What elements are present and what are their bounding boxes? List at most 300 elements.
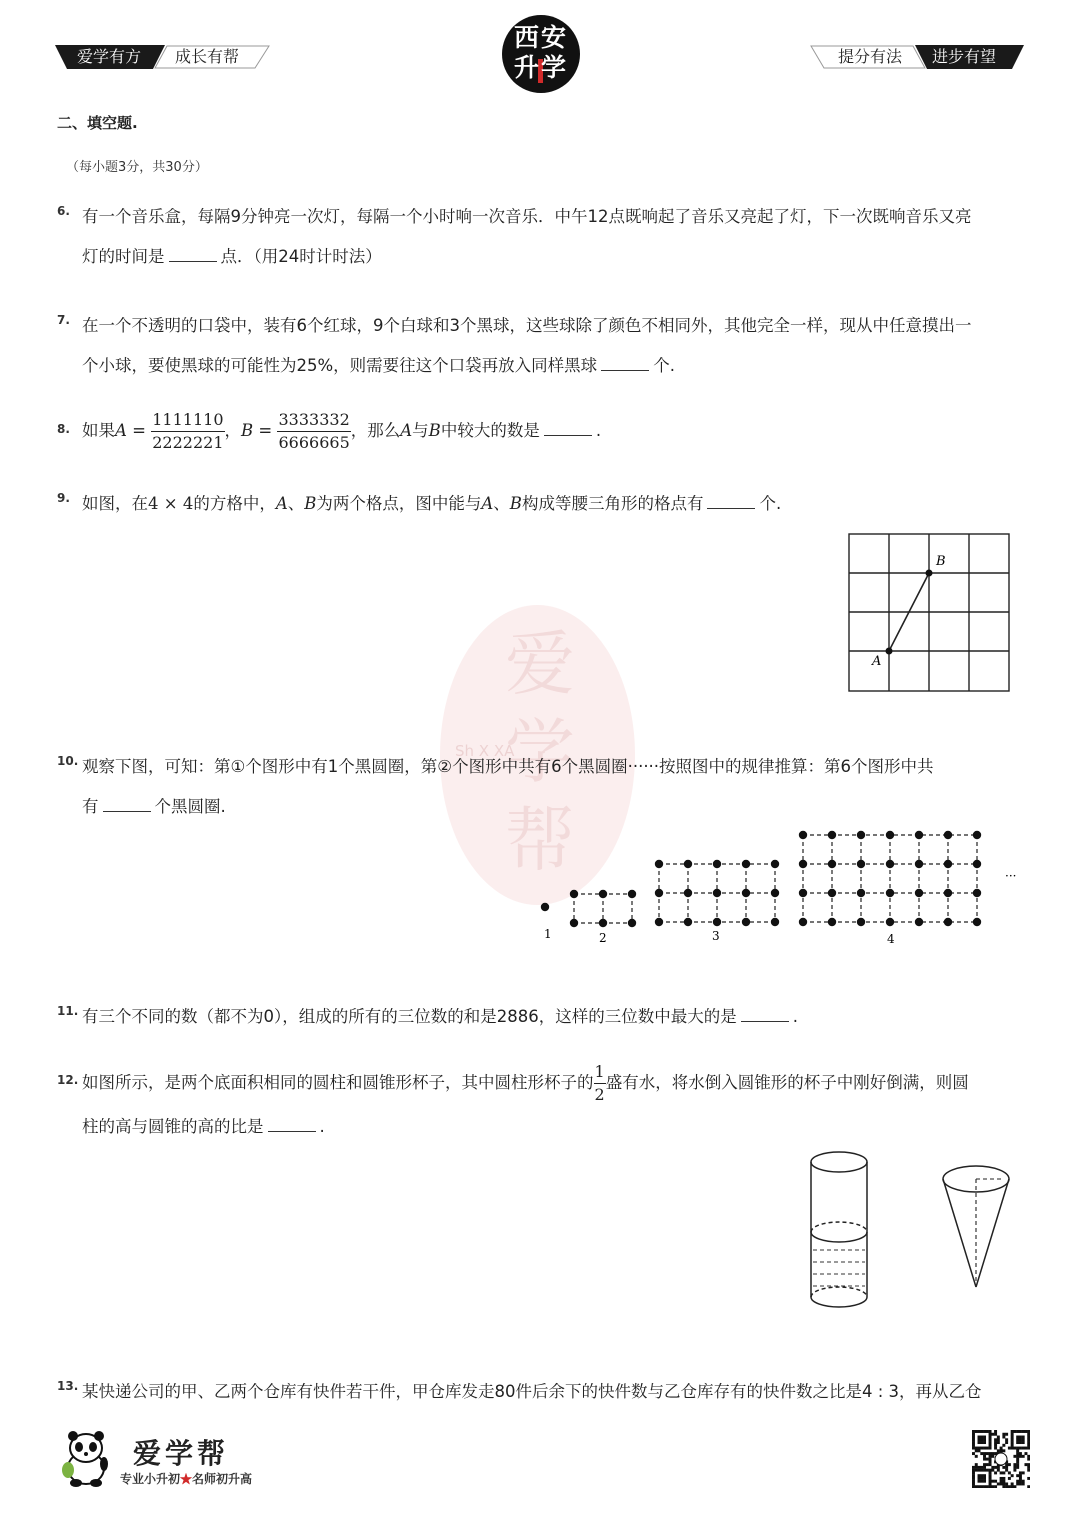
qr-module: [972, 1438, 975, 1441]
qr-module: [1000, 1482, 1003, 1485]
point-b: B: [509, 494, 522, 513]
qr-module: [978, 1477, 981, 1480]
qr-module: [980, 1438, 983, 1441]
qr-module: [980, 1430, 983, 1433]
qr-module: [975, 1469, 978, 1472]
black-circle-dot: [628, 890, 636, 898]
qr-module: [991, 1433, 994, 1436]
black-circle-dot: [570, 919, 578, 927]
black-circle-dot: [628, 919, 636, 927]
qr-module: [1005, 1469, 1008, 1472]
qr-module: [994, 1438, 997, 1441]
qr-module: [1002, 1471, 1005, 1474]
figure-ellipsis: ···: [1005, 869, 1017, 883]
black-circle-dot: [886, 918, 894, 926]
qr-module: [1011, 1436, 1014, 1439]
qr-module: [1022, 1482, 1025, 1485]
star-icon: ★: [180, 1472, 193, 1486]
qr-module: [972, 1477, 975, 1480]
var-a: A: [115, 421, 127, 440]
q6-line2-pre: 灯的时间是: [82, 247, 165, 266]
qr-module: [980, 1477, 983, 1480]
label-b: B: [936, 554, 946, 569]
qr-module: [1011, 1444, 1014, 1447]
qr-module: [986, 1447, 989, 1450]
qr-module: [1000, 1480, 1003, 1483]
black-circle-dot: [799, 889, 807, 897]
qr-module: [1019, 1482, 1022, 1485]
black-circle-dot: [713, 918, 721, 926]
answer-blank[interactable]: [103, 797, 151, 812]
black-circle-dot: [771, 889, 779, 897]
qr-module: [972, 1430, 975, 1433]
question-12-line1: [82, 1060, 969, 1106]
grid-size: 4 × 4: [148, 494, 194, 513]
qr-code-icon[interactable]: [972, 1430, 1030, 1488]
qr-module: [986, 1430, 989, 1433]
q9-mid2: 、: [287, 494, 305, 513]
figure-label-3: 3: [712, 929, 720, 943]
question-6-line1: 有一个音乐盒，每隔9分钟亮一次灯，每隔一个小时响一次音乐．中午12点既响起了音乐又亮起了灯，下一次既响音乐又亮: [82, 207, 972, 226]
qr-module: [972, 1436, 975, 1439]
question-number: 11.: [57, 1004, 79, 1018]
qr-module: [991, 1469, 994, 1472]
qr-module: [1002, 1444, 1005, 1447]
qr-module: [997, 1436, 1000, 1439]
figure-label-1: 1: [544, 927, 552, 941]
var-b: B: [241, 421, 254, 440]
qr-module: [983, 1474, 986, 1477]
qr-module: [978, 1466, 981, 1469]
black-circle-dot: [973, 889, 981, 897]
qr-module: [1011, 1447, 1014, 1450]
qr-module: [983, 1430, 986, 1433]
black-circle-dot: [570, 890, 578, 898]
black-circle-dot: [915, 831, 923, 839]
qr-module: [980, 1469, 983, 1472]
header-left-banner: [55, 45, 270, 69]
qr-module: [978, 1469, 981, 1472]
qr-module: [1011, 1430, 1014, 1433]
qr-module: [1011, 1433, 1014, 1436]
qr-module: [1027, 1438, 1030, 1441]
qr-module: [1000, 1477, 1003, 1480]
answer-blank[interactable]: [601, 356, 649, 371]
black-circle-dot: [771, 918, 779, 926]
black-circle-dot: [915, 918, 923, 926]
qr-module: [983, 1438, 986, 1441]
qr-module: [989, 1447, 992, 1450]
question-number: 12.: [57, 1073, 79, 1087]
qr-module: [986, 1458, 989, 1461]
black-circle-dot: [857, 918, 865, 926]
qr-module: [1019, 1452, 1022, 1455]
qr-module: [978, 1430, 981, 1433]
question-7-line2: [82, 352, 675, 376]
black-circle-dot: [713, 889, 721, 897]
qr-module: [989, 1458, 992, 1461]
q7-line2-post: 个.: [653, 356, 675, 375]
figure-label-4: 4: [887, 932, 895, 946]
question-11-line: [82, 1003, 798, 1027]
footer-slogan: [120, 1470, 252, 1487]
qr-module: [991, 1466, 994, 1469]
header-tag-left-black: 爱学有方: [77, 47, 142, 66]
qr-module: [1000, 1471, 1003, 1474]
qr-module: [1022, 1447, 1025, 1450]
question-10-line1: 观察下图，可知：第①个图形中有1个黑圆圈，第②个图形中共有6个黑圆圈······按照图中的规律推算：第6个图形中共: [82, 757, 934, 776]
qr-module: [983, 1469, 986, 1472]
q9-mid3: 为两个格点，图中能与: [316, 494, 482, 513]
qr-module: [994, 1447, 997, 1450]
qr-module: [1013, 1447, 1016, 1450]
point-a-dot: [886, 648, 893, 655]
qr-module: [1027, 1436, 1030, 1439]
black-circle-dot: [828, 831, 836, 839]
qr-module: [989, 1430, 992, 1433]
logo-line1: 西安: [513, 23, 568, 52]
qr-module: [972, 1444, 975, 1447]
q6-line2-post: 点．（用24时计时法）: [220, 247, 382, 266]
qr-module: [1016, 1460, 1019, 1463]
qr-module: [1027, 1485, 1030, 1488]
qr-module: [980, 1441, 983, 1444]
qr-module: [1002, 1480, 1005, 1483]
equals-sign: =: [253, 421, 278, 440]
qr-module: [989, 1438, 992, 1441]
qr-module: [983, 1480, 986, 1483]
black-circle-dot: [828, 889, 836, 897]
qr-module: [1019, 1477, 1022, 1480]
qr-module: [986, 1463, 989, 1466]
qr-module: [986, 1452, 989, 1455]
qr-module: [1011, 1441, 1014, 1444]
point-a: A: [481, 494, 494, 513]
qr-module: [978, 1449, 981, 1452]
black-circle-dot: [886, 889, 894, 897]
q8-mid3: 中较大的数是: [440, 421, 540, 440]
qr-module: [980, 1452, 983, 1455]
qr-module: [1022, 1430, 1025, 1433]
black-circle-dot: [742, 918, 750, 926]
black-circle-dot: [599, 890, 607, 898]
qr-module: [994, 1471, 997, 1474]
qr-module: [978, 1485, 981, 1488]
cylinder-figure: [805, 1145, 875, 1315]
fraction-a-numerator: 1111110: [151, 409, 224, 432]
q12-line1-pre: 如图所示，是两个底面积相同的圆柱和圆锥形杯子，其中圆柱形杯子的: [82, 1073, 594, 1092]
qr-module: [983, 1441, 986, 1444]
qr-module: [1011, 1474, 1014, 1477]
qr-module: [1013, 1466, 1016, 1469]
question-9-line: [82, 490, 781, 514]
black-circle-dot: [713, 860, 721, 868]
q9-mid4: 、: [493, 494, 510, 513]
black-circle-dot: [973, 860, 981, 868]
answer-blank[interactable]: [741, 1007, 789, 1022]
qr-module: [989, 1463, 992, 1466]
qr-module: [989, 1477, 992, 1480]
qr-module: [994, 1433, 997, 1436]
qr-module: [980, 1436, 983, 1439]
point-a: A: [275, 494, 288, 513]
q12-line2-pre: 柱的高与圆锥的高的比是: [82, 1117, 264, 1136]
fraction-b-numerator: 3333332: [277, 409, 350, 432]
qr-module: [972, 1469, 975, 1472]
q12-line2-post: .: [319, 1117, 325, 1136]
qr-module: [1016, 1452, 1019, 1455]
black-circle-dot: [973, 918, 981, 926]
qr-module: [1011, 1438, 1014, 1441]
qr-module: [989, 1482, 992, 1485]
qr-module: [1019, 1430, 1022, 1433]
qr-module: [1016, 1480, 1019, 1483]
qr-module: [1013, 1469, 1016, 1472]
qr-module: [1016, 1474, 1019, 1477]
qr-module: [983, 1485, 986, 1488]
qr-module: [983, 1447, 986, 1450]
qr-module: [989, 1441, 992, 1444]
qr-module: [972, 1480, 975, 1483]
qr-module: [1022, 1480, 1025, 1483]
question-8-line: [82, 408, 601, 454]
black-circle-dot: [973, 831, 981, 839]
qr-module: [975, 1449, 978, 1452]
qr-module: [1027, 1455, 1030, 1458]
qr-module: [994, 1466, 997, 1469]
qr-module: [1008, 1471, 1011, 1474]
qr-module: [1019, 1441, 1022, 1444]
qr-module: [989, 1436, 992, 1439]
q11-post: .: [792, 1007, 798, 1026]
qr-module: [1013, 1463, 1016, 1466]
qr-module: [978, 1447, 981, 1450]
qr-module: [1019, 1447, 1022, 1450]
black-circle-dot: [742, 860, 750, 868]
qr-module: [1016, 1430, 1019, 1433]
q12-line1-post: 盛有水，将水倒入圆锥形的杯子中刚好倒满，则圆: [605, 1073, 969, 1092]
qr-module: [1019, 1436, 1022, 1439]
qr-module: [1016, 1482, 1019, 1485]
qr-module: [1027, 1477, 1030, 1480]
qr-module: [980, 1474, 983, 1477]
q8-mid2: 与: [412, 421, 429, 440]
qr-module: [1016, 1449, 1019, 1452]
black-circle-dot: [655, 860, 663, 868]
qr-module: [989, 1480, 992, 1483]
qr-module: [1013, 1485, 1016, 1488]
q9-mid1: 的方格中，: [193, 494, 276, 513]
qr-module: [1016, 1455, 1019, 1458]
qr-module: [1013, 1430, 1016, 1433]
qr-module: [1022, 1436, 1025, 1439]
black-circle-dot: [857, 860, 865, 868]
qr-module: [1002, 1477, 1005, 1480]
header-tag-left-white: 成长有帮: [175, 47, 240, 66]
q9-pre: 如图，在: [82, 494, 148, 513]
qr-module: [994, 1441, 997, 1444]
qr-module: [1022, 1455, 1025, 1458]
black-circle-dot: [655, 889, 663, 897]
qr-module: [989, 1444, 992, 1447]
fraction-a-denominator: 2222221: [152, 433, 224, 452]
qr-module: [989, 1485, 992, 1488]
black-circle-dot: [799, 831, 807, 839]
question-number: 6.: [57, 204, 70, 218]
black-circle-dot: [944, 889, 952, 897]
black-circle-dot: [599, 919, 607, 927]
answer-blank[interactable]: [268, 1117, 316, 1132]
q10-line2-post: 个黑圆圈.: [154, 797, 226, 816]
qr-module: [1022, 1438, 1025, 1441]
qr-module: [994, 1430, 997, 1433]
question-6-line2: [82, 243, 382, 267]
black-circle-dot: [742, 889, 750, 897]
qr-module: [975, 1455, 978, 1458]
answer-blank[interactable]: [169, 247, 217, 262]
black-circle-dot: [684, 889, 692, 897]
q10-line2-pre: 有: [82, 797, 99, 816]
qr-module: [1011, 1482, 1014, 1485]
qr-module: [994, 1444, 997, 1447]
q8-pre: 如果: [82, 421, 115, 440]
grid-figure: [846, 531, 1014, 696]
qr-module: [983, 1455, 986, 1458]
dot-pattern-figure: [530, 820, 1030, 950]
qr-module: [983, 1477, 986, 1480]
cone-figure: [938, 1162, 1014, 1292]
qr-module: [972, 1485, 975, 1488]
qr-center-logo: [995, 1453, 1007, 1465]
qr-module: [1019, 1474, 1022, 1477]
qr-module: [1027, 1433, 1030, 1436]
header-right-banner: [810, 45, 1025, 69]
qr-module: [1022, 1471, 1025, 1474]
equals-sign: =: [126, 421, 152, 440]
qr-module: [997, 1438, 1000, 1441]
qr-module: [1002, 1482, 1005, 1485]
qr-module: [1013, 1455, 1016, 1458]
qr-module: [972, 1452, 975, 1455]
qr-module: [1027, 1463, 1030, 1466]
qr-module: [1005, 1485, 1008, 1488]
qr-module: [989, 1455, 992, 1458]
question-13-line1: 某快递公司的甲、乙两个仓库有快件若干件，甲仓库发走80件后余下的快件数与乙仓库存有的快件数之比是4 : 3，再从乙仓: [82, 1382, 982, 1401]
question-number: 13.: [57, 1379, 79, 1393]
qr-module: [972, 1447, 975, 1450]
qr-module: [1016, 1438, 1019, 1441]
qr-module: [1016, 1441, 1019, 1444]
qr-module: [1019, 1455, 1022, 1458]
answer-blank[interactable]: [544, 421, 592, 436]
black-circle-dot: [944, 831, 952, 839]
qr-module: [978, 1438, 981, 1441]
black-circle-dot: [915, 860, 923, 868]
qr-module: [994, 1485, 997, 1488]
qr-module: [972, 1474, 975, 1477]
qr-module: [1019, 1438, 1022, 1441]
qr-module: [1027, 1444, 1030, 1447]
qr-module: [991, 1452, 994, 1455]
fraction-b: [277, 409, 350, 454]
qr-module: [997, 1466, 1000, 1469]
qr-module: [1027, 1469, 1030, 1472]
qr-module: [1027, 1430, 1030, 1433]
qr-module: [1024, 1430, 1027, 1433]
qr-module: [980, 1480, 983, 1483]
watermark-text: 爱学帮: [505, 623, 575, 881]
black-circle-dot: [944, 918, 952, 926]
qr-module: [1000, 1447, 1003, 1450]
black-circle-dot: [684, 918, 692, 926]
qr-module: [997, 1449, 1000, 1452]
question-number: 10.: [57, 754, 79, 768]
qr-module: [972, 1433, 975, 1436]
qr-module: [975, 1466, 978, 1469]
fraction-half-numerator: 1: [594, 1061, 606, 1084]
qr-module: [1027, 1466, 1030, 1469]
qr-module: [1027, 1441, 1030, 1444]
qr-module: [975, 1447, 978, 1450]
q11-pre: 有三个不同的数（都不为0），组成的所有的三位数的和是2886，这样的三位数中最大的是: [82, 1007, 737, 1026]
qr-module: [983, 1466, 986, 1469]
qr-module: [980, 1485, 983, 1488]
qr-module: [989, 1452, 992, 1455]
qr-module: [983, 1436, 986, 1439]
qr-module: [989, 1469, 992, 1472]
qr-module: [1024, 1452, 1027, 1455]
qr-module: [975, 1463, 978, 1466]
black-circle-dot: [857, 889, 865, 897]
figure-label-2: 2: [599, 931, 607, 945]
qr-module: [1024, 1463, 1027, 1466]
qr-module: [1005, 1466, 1008, 1469]
qr-module: [1000, 1449, 1003, 1452]
var-a: A: [400, 421, 413, 440]
black-circle-dot: [886, 860, 894, 868]
header-tag-right-black: 进步有望: [932, 47, 997, 66]
answer-blank[interactable]: [707, 494, 755, 509]
qr-module: [1016, 1463, 1019, 1466]
qr-module: [1019, 1471, 1022, 1474]
qr-module: [1024, 1447, 1027, 1450]
qr-module: [983, 1452, 986, 1455]
qr-module: [1016, 1458, 1019, 1461]
qr-module: [991, 1485, 994, 1488]
var-b: B: [428, 421, 441, 440]
black-circle-dot: [684, 860, 692, 868]
q8-post: .: [595, 421, 602, 440]
qr-module: [1008, 1463, 1011, 1466]
qr-module: [1016, 1436, 1019, 1439]
qr-module: [1008, 1477, 1011, 1480]
watermark-faint-text: Sh X XA: [455, 742, 515, 760]
question-number: 7.: [57, 313, 70, 327]
qr-module: [991, 1455, 994, 1458]
qr-module: [1011, 1485, 1014, 1488]
site-logo: [502, 15, 580, 93]
qr-module: [978, 1480, 981, 1483]
point-b-dot: [926, 570, 933, 577]
header-tag-right-white: 提分有法: [838, 47, 903, 66]
black-circle-dot: [799, 860, 807, 868]
qr-module: [1005, 1441, 1008, 1444]
panda-mascot-icon: [58, 1428, 114, 1488]
qr-module: [1027, 1447, 1030, 1450]
qr-module: [1005, 1438, 1008, 1441]
q7-line2-pre: 个小球，要使黑球的可能性为25%，则需要往这个口袋再放入同样黑球: [82, 356, 598, 375]
qr-module: [1016, 1447, 1019, 1450]
